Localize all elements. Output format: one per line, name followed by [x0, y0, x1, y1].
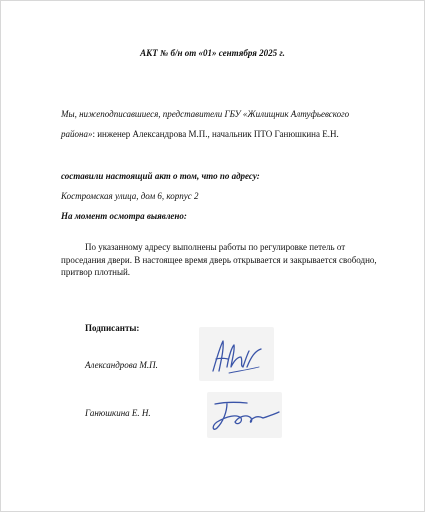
- composed-statement: составили настоящий акт о том, что по адресу:: [61, 171, 260, 181]
- inspection-address: Костромская улица, дом 6, корпус 2: [61, 191, 199, 201]
- signer-name-2: Ганюшкина Е. Н.: [85, 408, 151, 418]
- signer-name-1: Александрова М.П.: [85, 360, 158, 370]
- signers-heading: Подписанты:: [85, 323, 140, 333]
- findings-paragraph: По указанному адресу выполнены работы по регулировке петель от проседания двери. В настоящее время дверь открывается и закрывается свободно, притвор плотный.: [61, 242, 377, 277]
- signature-image-1: [199, 327, 274, 381]
- intro-line-1: Мы, нижеподписавшиеся, представители ГБУ «Жилищник Алтуфьевского: [61, 109, 350, 119]
- document-title: АКТ № б/н от «01» сентября 2025 г.: [140, 48, 285, 58]
- inspection-heading: На момент осмотра выявлено:: [61, 211, 187, 221]
- intro-line-2-rest: : инженер Александрова М.П., начальник ПТО Ганюшкина Е.Н.: [92, 129, 339, 139]
- intro-line-2: [61, 129, 339, 139]
- signature-image-2: [207, 392, 282, 438]
- intro-line-2-start: района»: [61, 129, 93, 139]
